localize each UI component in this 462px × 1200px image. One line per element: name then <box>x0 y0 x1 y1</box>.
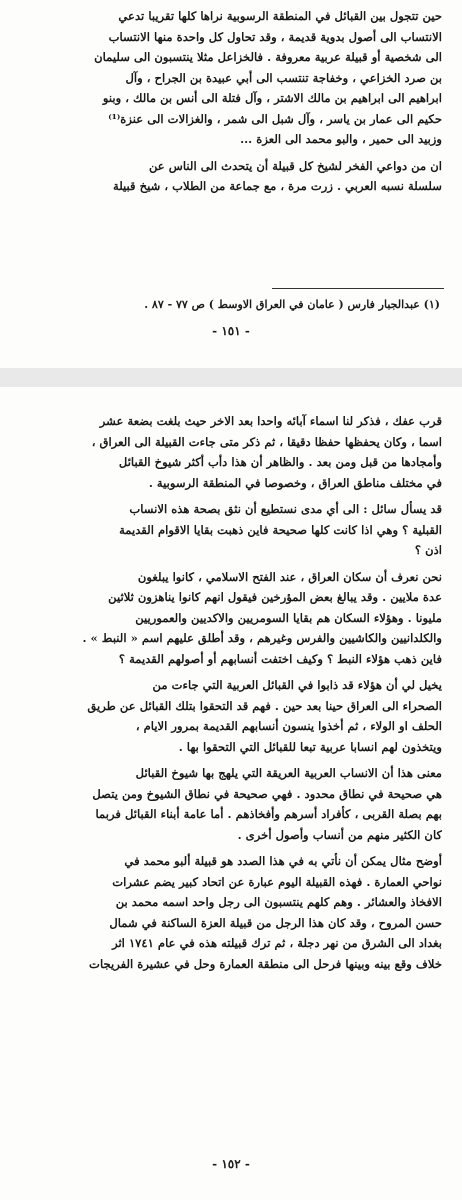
text-line: كان الكثير منهم من أنساب وأصول أخرى . <box>237 827 442 842</box>
text-line: هي صحيحة في نطاق محدود . فهي صحيحة في نطاق الشيوخ ومن يتصل <box>92 786 442 801</box>
page-body-text <box>22 6 442 197</box>
text-line: فاين ذهب هؤلاء النبط ؟ وكيف اختفت أنسابهم أو أصولهم القديمة ؟ <box>118 651 442 666</box>
text-line: معنى هذا أن الانساب العربية العريقة التي يلهج بها شيوخ القبائل <box>135 766 442 780</box>
text-line: أوضح مثال يمكن أن نأتي به في هذا الصدد هو قبيلة ألبو محمد في <box>124 854 442 868</box>
paragraph <box>22 851 442 974</box>
book-page-151 <box>0 0 462 368</box>
text-line: نواحي العمارة . فهذه القبيلة اليوم عبارة عن اتحاد كبير يضم عشرات <box>112 874 442 889</box>
text-line: الانتساب الى أصول بدوية قديمة ، وقد تحاول كل واحدة منها الانتساب <box>108 29 442 44</box>
text-line: قرب عفك ، فذكر لنا اسماء آبائه واحدا بعد الاخر حيث بلغت بضعة عشر <box>99 414 442 428</box>
text-line: سلسلة نسبه العربي . زرت مرة ، مع جماعة من الطلاب ، شيخ قبيلة <box>113 179 442 193</box>
text-line: اسما ، وكان يحفظها حفظا دقيقا ، ثم ذكر متى جاءت القبيلة الى العراق ، <box>91 434 442 449</box>
text-line: حين تتجول بين القبائل في المنطقة الرسوبية نراها كلها تقريبا تدعي <box>118 9 442 23</box>
paragraph <box>22 675 442 757</box>
text-line: الافخاذ والعشائر . وهم كلهم ينتسبون الى رجل واحد اسمه محمد بن <box>115 895 442 909</box>
text-line: حكيم الى عمار بن ياسر ، وآل شبل الى شمر ، والغزالات الى عنزة⁽¹⁾ <box>108 111 442 126</box>
paragraph <box>22 6 442 150</box>
page-number: - ١٥١ - <box>212 324 250 338</box>
text-line: في مختلف مناطق العراق ، وخصوصا في المنطقة الرسوبية . <box>148 475 442 490</box>
text-line: بغداد الى الشرق من نهر دجلة ، ثم ترك قبيلته هذه في عام ١٧٤١ اثر <box>112 936 442 950</box>
text-line: وزبيد الى حمير ، والبو محمد الى العزة ... <box>240 132 442 146</box>
page-gap <box>0 368 462 387</box>
paragraph <box>22 411 442 493</box>
text-line: نحن نعرف أن سكان العراق ، عند الفتح الاسلامي ، كانوا يبلغون <box>137 569 442 584</box>
paragraph <box>22 763 442 845</box>
page-number: - ١٥٢ - <box>212 1157 250 1171</box>
text-line: الصحراء الى العراق حينا بعد حين . فهم قد التحقوا بتلك القبائل عن طريق <box>87 698 442 713</box>
text-line: الحلف او الولاء ، ثم أخذوا ينسون أنسابهم القديمة بمرور الايام ، <box>135 719 442 733</box>
text-line: قد يسأل سائل : الى أي مدى نستطيع أن نثق بصحة هذه الانساب <box>129 502 442 516</box>
text-line: عدة ملايين . وقد يبالغ بعض المؤرخين فيقول انهم كانوا يناهزون ثلاثين <box>108 590 442 604</box>
text-line: وأمجادها من قبل ومن بعد . والظاهر أن هذا دأب أكثر شيوخ القبائل <box>118 455 442 469</box>
paragraph <box>22 567 442 670</box>
text-line: ابراهيم الى ابراهيم بن مالك الاشتر ، وآل فتلة الى أنس بن مالك ، وبنو <box>102 91 442 105</box>
text-line: ان من دواعي الفخر لشيخ كل قبيلة أن يتحدث الى الناس عن <box>148 158 442 173</box>
text-line: خلاف وقع بينه وبينها فرحل الى منطقة العمارة وحل في عشيرة الفريجات <box>89 956 442 971</box>
text-line: والكلدانيين والكاشيين والفرس وغيرهم ، وقد أطلق عليهم اسم « النبط » . <box>82 631 442 645</box>
text-line: بن صرد الخزاعي ، وخفاجة تنتسب الى أبي عبيدة بن الجراح ، وآل <box>125 70 442 85</box>
text-line: حسن المروح ، وقد كان هذا الرجل من قبيلة العزة الساكنة في شمال <box>109 915 442 930</box>
paragraph <box>22 156 442 197</box>
text-line: الى شخصية أو قبيلة عربية معروفة . فالخزاعل مثلا ينتسبون الى سليمان <box>94 50 442 64</box>
footnote: (١) عبدالجبار فارس ( عامان في العراق الاوسط ) ص ٧٧ - ٨٧ . <box>144 298 440 311</box>
text-line: مليونا . وهؤلاء السكان هم بقايا السومريين والاكديين والعموريين <box>135 610 442 625</box>
page-body-text <box>22 411 442 974</box>
text-line: اذن ؟ <box>414 543 442 557</box>
book-page-152 <box>0 387 462 1200</box>
text-line: يخيل لي أن هؤلاء قد ذابوا في القبائل العربية التي جاءت من <box>152 678 442 692</box>
footnote-separator <box>272 288 444 289</box>
paragraph <box>22 499 442 561</box>
text-line: القبلية ؟ وهي اذا كانت كلها صحيحة فاين ذهبت بقايا الاقوام القديمة <box>119 522 442 537</box>
text-line: ويتخذون لهم انسابا عربية تبعا للقبائل التي التحقوا بها . <box>178 739 442 754</box>
text-line: بهم بصلة القربى ، كأفراد أسرهم وأفخاذهم . أما عامة أبناء القبائل فربما <box>95 807 442 821</box>
